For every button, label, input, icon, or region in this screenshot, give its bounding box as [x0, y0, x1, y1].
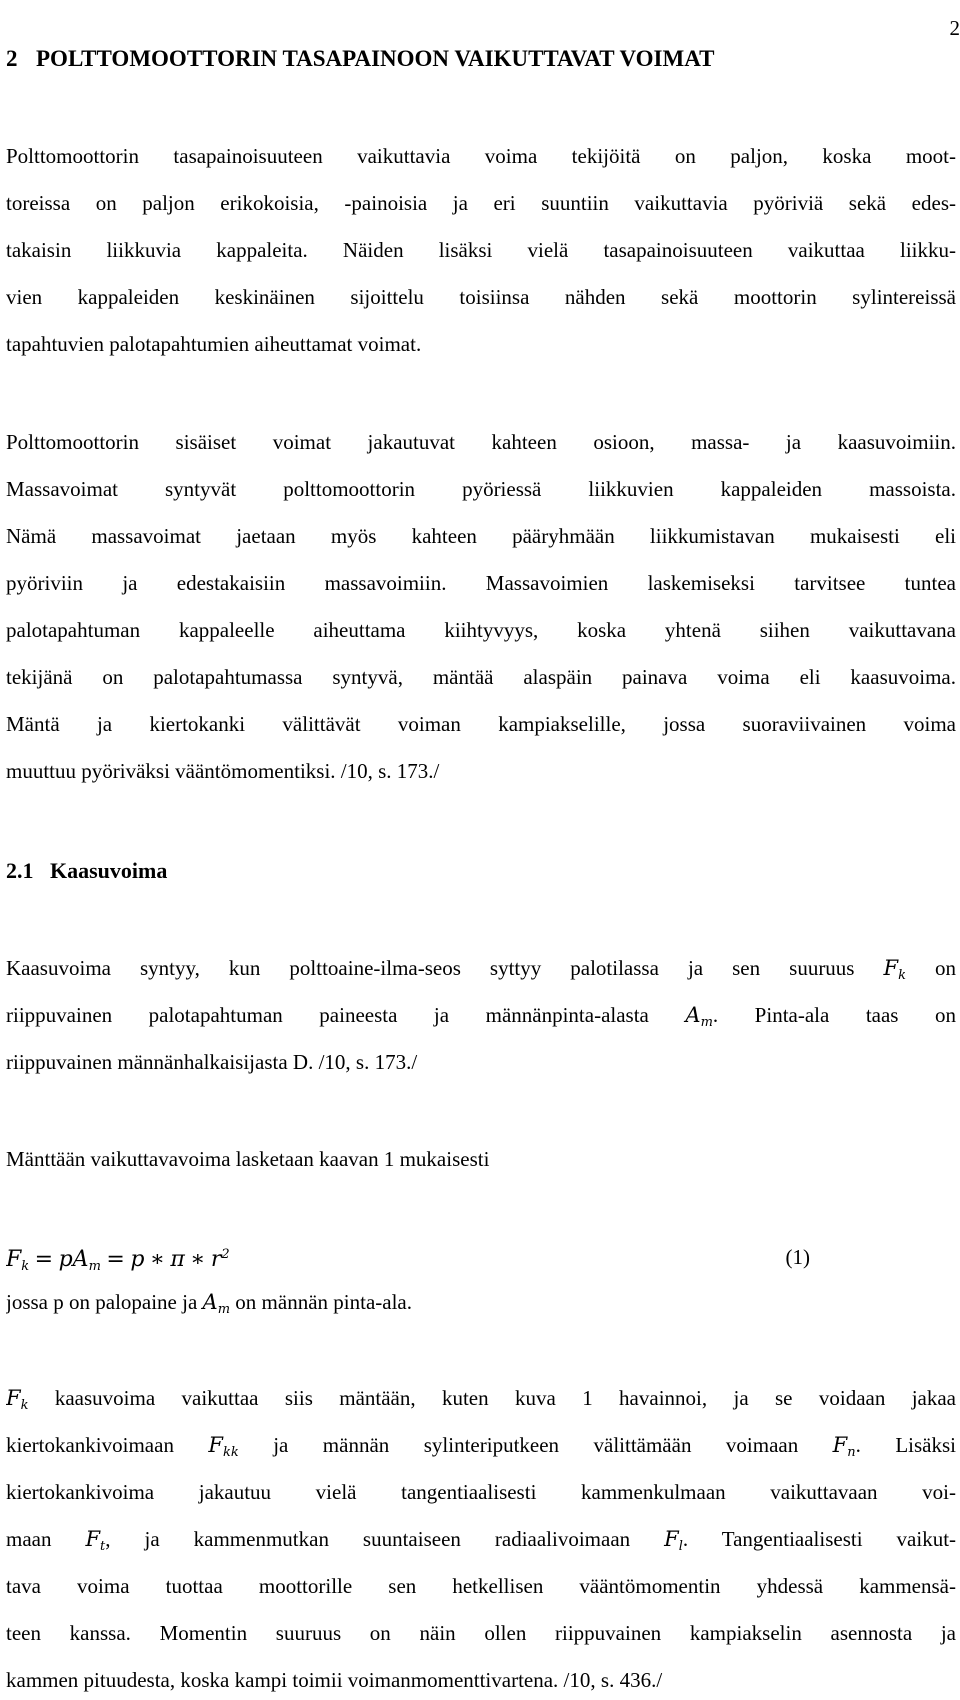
- equation-number: (1): [785, 1245, 810, 1269]
- equals-sign: =: [34, 1247, 54, 1272]
- equation-r-squared: $r^2$: [210, 1247, 230, 1272]
- section-title: POLTTOMOOTTORIN TASAPAINOON VAIKUTTAVAT VOIMAT: [36, 46, 715, 71]
- subsection-title: Kaasuvoima: [50, 858, 168, 883]
- equation-1: [6, 1242, 956, 1280]
- text-span: Kaasuvoima syntyy, kun polttoaine-ilma-seos syttyy palotilassa ja sen suuruus: [6, 956, 855, 980]
- paragraph-2-line: muuttuu pyöriväksi vääntömomentiksi. /10, s. 173./: [6, 759, 440, 783]
- paragraph-1-line: Polttomoottorin tasapainoisuuteen vaikuttavia voima tekijöitä on paljon, koska moot-: [6, 144, 956, 168]
- section-number: 2: [6, 46, 18, 71]
- paragraph-2-line: Polttomoottorin sisäiset voimat jakautuvat kahteen osioon, massa- ja kaasuvoimiin.: [6, 430, 956, 454]
- text-span: ja männän sylinteriputkeen välittämään voimaan: [273, 1433, 799, 1457]
- math-f-k: $F_k$: [883, 956, 906, 983]
- paragraph-6-line: kammen pituudesta, koska kampi toimii voimanmomenttivartena. /10, s. 436./: [6, 1668, 663, 1692]
- equation-term-1: $pA_m$: [58, 1247, 101, 1274]
- page-number: 2: [949, 16, 960, 40]
- equation-pi: π: [170, 1247, 185, 1272]
- paragraph-6-line: tava voima tuottaa moottorille sen hetkellisen vääntömomentin yhdessä kammensä-: [6, 1574, 956, 1598]
- text-span: . Lisäksi: [855, 1433, 956, 1457]
- paragraph-2-line: Massavoimat syntyvät polttomoottorin pyöriessä liikkuvien kappaleiden massoista.: [6, 477, 956, 501]
- paragraph-6-line: [6, 1526, 956, 1560]
- paragraph-2-line: Nämä massavoimat jaetaan myös kahteen pääryhmään liikkumistavan mukaisesti eli: [6, 524, 956, 548]
- paragraph-1-line: toreissa on paljon erikokoisia, -painoisia ja eri suuntiin vaikuttavia pyöriviä sekä edes-: [6, 191, 956, 215]
- paragraph-2-line: pyöriviin ja edestakaisiin massavoimiin. Massavoimien laskemiseksi tarvitsee tuntea: [6, 571, 956, 595]
- paragraph-3-line: riippuvainen männänhalkaisijasta D. /10, s. 173./: [6, 1050, 418, 1074]
- math-f-l: $F_l$: [664, 1527, 683, 1554]
- text-span: . Pinta-ala taas on: [712, 1003, 956, 1027]
- section-heading: [6, 46, 714, 72]
- equation-p: p: [130, 1247, 145, 1272]
- paragraph-6-line: [6, 1385, 956, 1419]
- equation-lhs: $F_k$: [6, 1247, 30, 1274]
- paragraph-3-line: [6, 955, 956, 989]
- paragraph-2-line: tekijänä on palotapahtumassa syntyvä, mäntää alaspäin painava voima eli kaasuvoima.: [6, 665, 956, 689]
- math-a-m: $A_m$: [685, 1003, 713, 1030]
- paragraph-1-line: vien kappaleiden keskinäinen sijoittelu toisiinsa nähden sekä moottorin sylintereissä: [6, 285, 956, 309]
- text-span: riippuvainen palotapahtuman paineesta ja männänpinta-alasta: [6, 1003, 649, 1027]
- text-span: kiertokankivoimaan: [6, 1433, 174, 1457]
- text-span: kaasuvoima vaikuttaa siis mäntään, kuten kuva 1 havainnoi, ja se voidaan jakaa: [54, 1386, 956, 1410]
- paragraph-5-line: [6, 1289, 956, 1323]
- subsection-heading: [6, 858, 167, 884]
- paragraph-4-line: Mänttään vaikuttavavoima lasketaan kaavan 1 mukaisesti: [6, 1147, 490, 1171]
- text-span: jossa p on palopaine ja: [6, 1290, 198, 1314]
- paragraph-3-line: [6, 1002, 956, 1036]
- paragraph-2-line: Mäntä ja kiertokanki välittävät voiman kampiakselille, jossa suoraviivainen voima: [6, 712, 956, 736]
- text-span: , ja kammenmutkan suuntaiseen radiaalivoimaan: [105, 1527, 631, 1551]
- math-f-kk: $F_{kk}$: [208, 1433, 239, 1460]
- text-span: on männän pinta-ala.: [235, 1290, 412, 1314]
- text-span: maan: [6, 1527, 52, 1551]
- math-a-m: $A_m$: [202, 1290, 231, 1317]
- text-span: on: [935, 956, 956, 980]
- paragraph-6-line: [6, 1432, 956, 1466]
- math-f-n: $F_n$: [832, 1433, 856, 1460]
- paragraph-2-line: palotapahtuman kappaleelle aiheuttama kiihtyvyys, koska yhtenä siihen vaikuttavana: [6, 618, 956, 642]
- math-f-k: $F_k$: [6, 1386, 29, 1413]
- paragraph-1-line: tapahtuvien palotapahtumien aiheuttamat voimat.: [6, 332, 422, 356]
- multiply-sign: ∗: [190, 1247, 206, 1272]
- math-f-t: $F_t$: [85, 1527, 106, 1554]
- multiply-sign: ∗: [149, 1247, 165, 1272]
- text-span: . Tangentiaalisesti vaikut-: [682, 1527, 956, 1551]
- equals-sign: =: [106, 1247, 125, 1272]
- paragraph-6-line: teen kanssa. Momentin suuruus on näin ollen riippuvainen kampiakselin asennosta ja: [6, 1621, 956, 1645]
- paragraph-1-line: takaisin liikkuvia kappaleita. Näiden lisäksi vielä tasapainoisuuteen vaikuttaa liikku-: [6, 238, 956, 262]
- paragraph-6-line: kiertokankivoima jakautuu vielä tangentiaalisesti kammenkulmaan vaikuttavaan voi-: [6, 1480, 956, 1504]
- subsection-number: 2.1: [6, 858, 34, 883]
